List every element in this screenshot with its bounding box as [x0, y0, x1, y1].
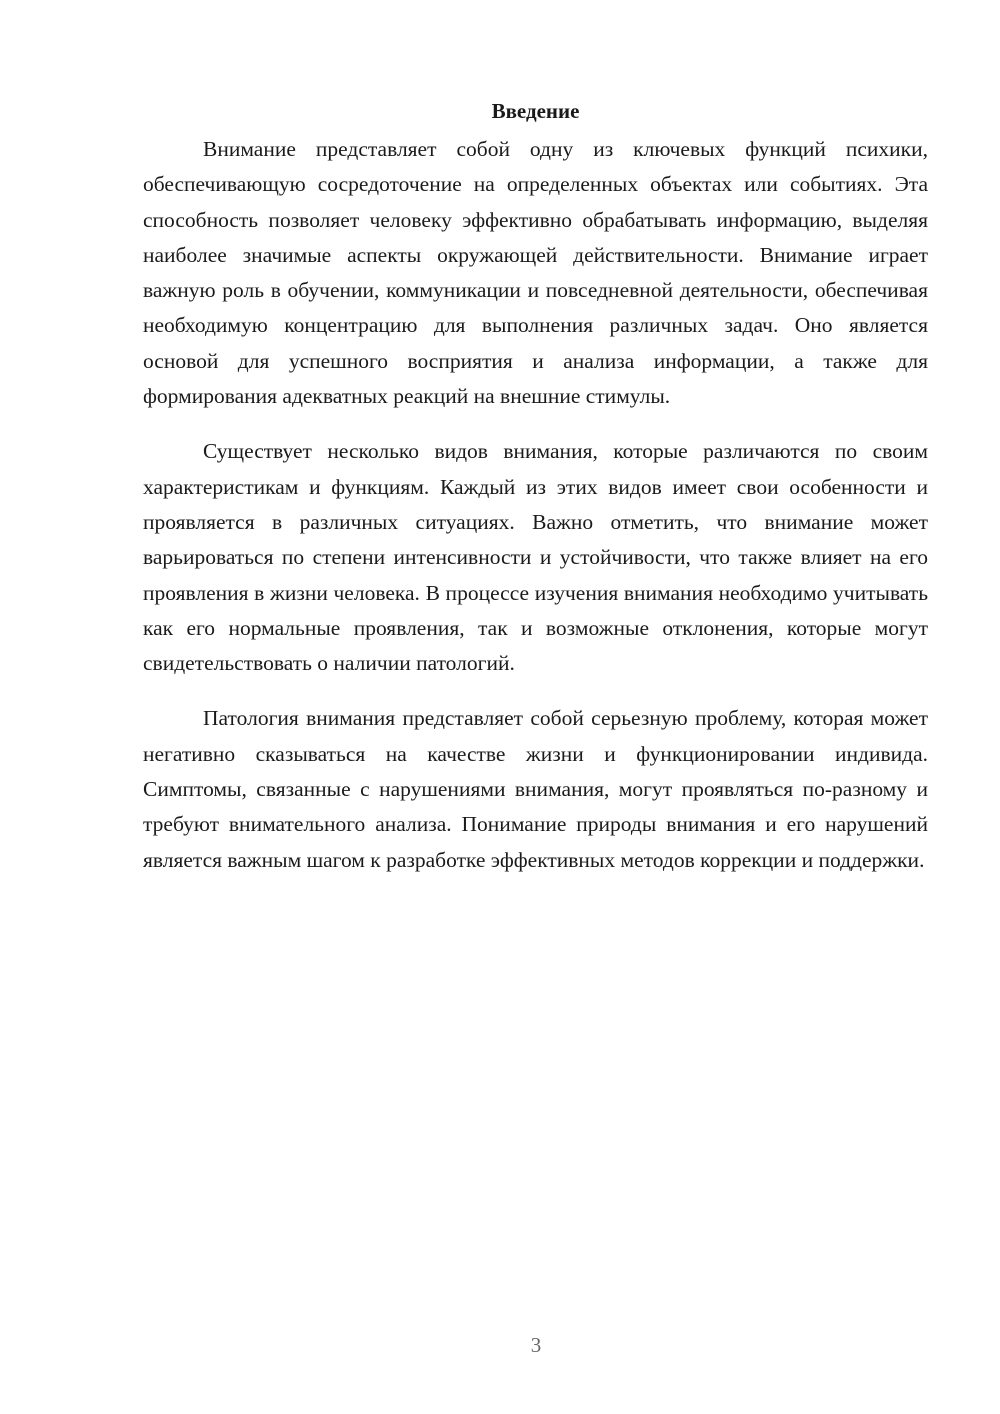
paragraph-1: Внимание представляет собой одну из ключевых функций психики, обеспечивающую сосредоточение на определенных объектах или событиях. Эта способность позволяет человеку эффективно обрабатывать информацию, выделяя наиболее значимые аспекты окружающей действительности. Внимание играет важную роль в обучении, коммуникации и повседневной деятельности, обеспечивая необходимую концентрацию для выполнения различных задач. Оно является основой для успешного восприятия и анализа информации, а также для формирования адекватных реакций на внешние стимулы. — [143, 137, 928, 409]
paragraph-3: Патология внимания представляет собой серьезную проблему, которая может негативно сказываться на качестве жизни и функционировании индивида. Симптомы, связанные с нарушениями внимания, могут проявляться по-разному и требуют внимательного анализа. Понимание природы внимания и его нарушений является важным шагом к разработке эффективных методов коррекции и поддержки. — [143, 706, 928, 872]
page-content — [143, 95, 928, 898]
page-number: 3 — [530, 1333, 542, 1357]
section-title: Введение — [491, 99, 580, 123]
paragraph-2: Существует несколько видов внимания, которые различаются по своим характеристикам и функциям. Каждый из этих видов имеет свои особенности и проявляется в различных ситуациях. Важно отметить, что внимание может варьироваться по степени интенсивности и устойчивости, что также влияет на его проявления в жизни человека. В процессе изучения внимания необходимо учитывать как его нормальные проявления, так и возможные отклонения, которые могут свидетельствовать о наличии патологий. — [143, 439, 928, 676]
